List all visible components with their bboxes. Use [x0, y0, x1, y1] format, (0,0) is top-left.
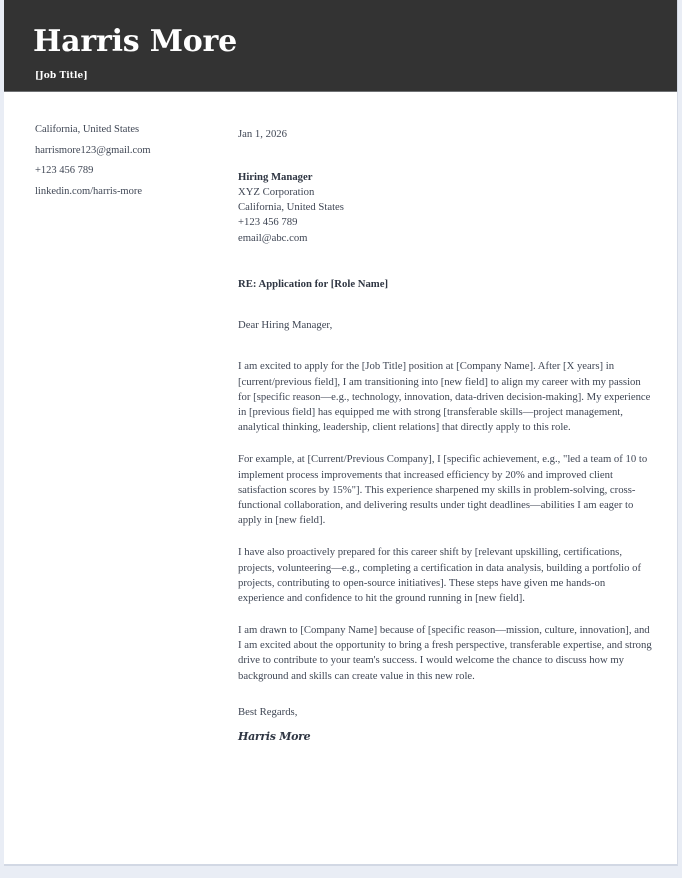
recipient-company: XYZ Corporation	[238, 186, 315, 199]
recipient-email: email@abc.com	[238, 231, 308, 244]
contact-linkedin: linkedin.com/harris-more	[35, 185, 143, 197]
recipient-block	[238, 170, 652, 246]
body-paragraph: I am drawn to [Company Name] because of [specific reason—mission, culture, innovation], and I am excited about the opportunity to bring a fresh perspective, transferable expertise, and strong drive to contribute to your team's success. I would welcome the chance to discuss how my background and skills can create value in this new role.	[238, 624, 652, 682]
recipient-location: California, United States	[238, 201, 344, 214]
salutation: Dear Hiring Manager,	[238, 318, 333, 331]
body-paragraph: For example, at [Current/Previous Company], I [specific achievement, e.g., "led a team of 10 to implement process improvements that increased efficiency by 20% and improved client satisfaction scores by 15%"]. This experience sharpened my skills in problem-solving, cross-functional collaboration, and delivering results under tight deadlines—abilities I am eager to apply in [new field].	[238, 453, 648, 527]
letter-header-band	[4, 0, 678, 92]
letter-date: Jan 1, 2026	[238, 128, 287, 140]
contact-column	[35, 125, 220, 207]
signature: Harris More	[238, 729, 311, 743]
subject-line: RE: Application for [Role Name]	[238, 277, 389, 290]
contact-location: California, United States	[35, 124, 140, 135]
body-paragraph: I have also proactively prepared for this career shift by [relevant upskilling, certifications, projects, volunteering—e.g., completing a certification in data analysis, building a portfolio of projects, contributing to open-source initiatives]. These steps have given me hands-on experience and confidence to hit the ground running in [new field].	[238, 546, 642, 604]
letter-page	[4, 0, 678, 866]
applicant-name: Harris More	[33, 24, 238, 59]
recipient-name: Hiring Manager	[238, 170, 313, 183]
body-paragraph: I am excited to apply for the [Job Title] position at [Company Name]. After [X years] in [current/previous field], I am transitioning into [new field] to align my career with my passion for [specific reason—e.g., technology, innovation, data-driven decision-making]. My experience in [previous field] has equipped me with strong [transferable skills—project management, analytical thinking, leadership, client relations] that directly apply to this role.	[238, 360, 651, 434]
contact-phone: +123 456 789	[35, 165, 94, 176]
recipient-phone: +123 456 789	[238, 216, 298, 229]
applicant-job-title: [Job Title]	[35, 71, 88, 81]
letter-body-column	[238, 128, 652, 743]
contact-email: harrismore123@gmail.com	[35, 144, 151, 156]
closing-line: Best Regards,	[238, 705, 298, 718]
